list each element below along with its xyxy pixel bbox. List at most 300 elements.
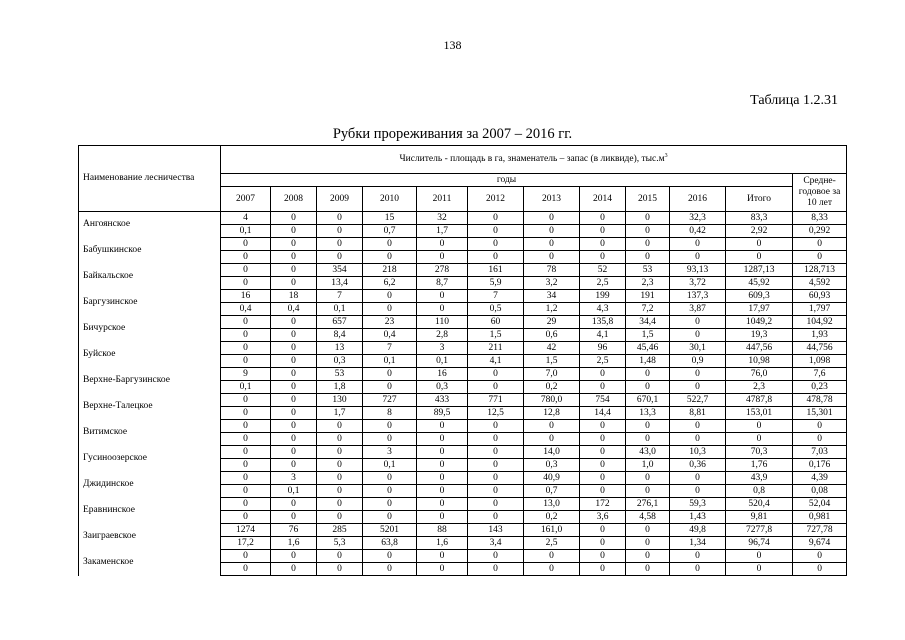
cell-volume: 0,5 (468, 303, 524, 316)
cell-volume: 0 (626, 381, 670, 394)
forestry-name: Верхне-Баргузинское (79, 368, 221, 394)
cell-volume: 0,176 (793, 459, 847, 472)
cell-volume: 0,1 (363, 355, 417, 368)
forestry-name: Байкальское (79, 264, 221, 290)
cell-area: 0 (468, 238, 524, 251)
cell-volume: 0 (363, 563, 417, 576)
cell-area: 0 (626, 420, 670, 433)
cell-area: 0 (468, 420, 524, 433)
cell-area: 7,6 (793, 368, 847, 381)
cell-volume: 3,6 (580, 511, 626, 524)
cell-volume: 1,6 (271, 537, 317, 550)
cell-area: 5201 (363, 524, 417, 537)
table-title: Рубки прореживания за 2007 – 2016 гг. (332, 126, 573, 142)
cell-area: 29 (524, 316, 580, 329)
cell-volume: 6,2 (363, 277, 417, 290)
cell-area: 0 (524, 550, 580, 563)
cell-volume: 10,98 (726, 355, 793, 368)
cell-area: 10,3 (670, 446, 726, 459)
cell-area: 3 (271, 472, 317, 485)
cell-volume: 0 (221, 459, 271, 472)
cell-volume: 0 (221, 563, 271, 576)
cell-area: 0 (221, 238, 271, 251)
cell-volume: 0 (221, 251, 271, 264)
cell-area: 0 (271, 368, 317, 381)
cell-volume: 4,592 (793, 277, 847, 290)
cell-volume: 0 (468, 459, 524, 472)
cell-volume: 0 (524, 563, 580, 576)
cell-area: 0 (670, 316, 726, 329)
cell-volume: 153,01 (726, 407, 793, 420)
cell-volume: 0 (468, 433, 524, 446)
cell-area: 45,46 (626, 342, 670, 355)
cell-area: 0 (793, 420, 847, 433)
cell-area: 0 (468, 446, 524, 459)
cell-area: 0 (271, 264, 317, 277)
cell-area: 53 (626, 264, 670, 277)
cell-area: 0 (271, 316, 317, 329)
cell-area: 0 (580, 238, 626, 251)
cell-area: 7277,8 (726, 524, 793, 537)
cell-area: 0 (221, 316, 271, 329)
cell-volume: 1,2 (524, 303, 580, 316)
cell-volume: 0 (468, 511, 524, 524)
cell-volume: 0 (271, 511, 317, 524)
cell-area: 0 (726, 550, 793, 563)
cell-volume: 2,3 (626, 277, 670, 290)
cell-volume: 0 (524, 225, 580, 238)
forestry-name: Верхне-Талецкое (79, 394, 221, 420)
cell-volume: 0 (317, 251, 363, 264)
cell-area: 43,0 (626, 446, 670, 459)
cell-area: 161,0 (524, 524, 580, 537)
cell-volume: 2,3 (726, 381, 793, 394)
cell-volume: 0 (221, 485, 271, 498)
cell-area: 59,3 (670, 498, 726, 511)
header-year-2014: 2014 (580, 187, 626, 212)
cell-volume: 2,5 (524, 537, 580, 550)
cell-volume: 17,2 (221, 537, 271, 550)
cell-volume: 0 (363, 485, 417, 498)
cell-area: 7 (317, 290, 363, 303)
cell-area: 30,1 (670, 342, 726, 355)
cell-area: 520,4 (726, 498, 793, 511)
forestry-name: Буйское (79, 342, 221, 368)
table-row (79, 316, 847, 329)
cell-area: 3 (417, 342, 468, 355)
cell-area: 0 (221, 342, 271, 355)
table-row (79, 498, 847, 511)
cell-area: 0 (221, 472, 271, 485)
cell-area: 670,1 (626, 394, 670, 407)
cell-area: 0 (626, 368, 670, 381)
cell-volume: 0 (271, 225, 317, 238)
cell-area: 60,93 (793, 290, 847, 303)
cell-area: 0 (670, 472, 726, 485)
cell-volume: 7,2 (626, 303, 670, 316)
cell-area: 0 (626, 238, 670, 251)
cell-volume: 0 (726, 433, 793, 446)
cell-area: 110 (417, 316, 468, 329)
cell-volume: 14,4 (580, 407, 626, 420)
cell-volume: 0,1 (221, 381, 271, 394)
cell-area: 354 (317, 264, 363, 277)
cell-area: 285 (317, 524, 363, 537)
cell-volume: 1,098 (793, 355, 847, 368)
cell-volume: 0 (670, 485, 726, 498)
cell-volume: 0 (468, 485, 524, 498)
cell-area: 0 (580, 420, 626, 433)
cell-area: 0 (670, 550, 726, 563)
cell-volume: 0 (670, 251, 726, 264)
cell-area: 1287,13 (726, 264, 793, 277)
header-year-2012: 2012 (468, 187, 524, 212)
cell-volume: 0 (363, 433, 417, 446)
cell-area: 8,33 (793, 212, 847, 225)
cell-area: 14,0 (524, 446, 580, 459)
cell-volume: 0,3 (417, 381, 468, 394)
cell-area: 0 (524, 238, 580, 251)
cell-volume: 0,1 (271, 485, 317, 498)
cell-area: 40,9 (524, 472, 580, 485)
cell-volume: 2,8 (417, 329, 468, 342)
table-row (79, 342, 847, 355)
cell-volume: 17,97 (726, 303, 793, 316)
cell-volume: 0,1 (317, 303, 363, 316)
cell-area: 0 (363, 420, 417, 433)
table-row (79, 290, 847, 303)
cell-volume: 0 (417, 563, 468, 576)
cell-volume: 0 (726, 563, 793, 576)
cell-volume: 1,5 (524, 355, 580, 368)
cell-area: 0 (317, 550, 363, 563)
cell-volume: 0,7 (363, 225, 417, 238)
cell-area: 4787,8 (726, 394, 793, 407)
forestry-name: Бичурское (79, 316, 221, 342)
header-year-2015: 2015 (626, 187, 670, 212)
cell-area: 0 (580, 212, 626, 225)
header-year-2007: 2007 (221, 187, 271, 212)
cell-area: 0 (221, 446, 271, 459)
cell-area: 0 (524, 420, 580, 433)
table-body (79, 212, 847, 576)
cell-area: 433 (417, 394, 468, 407)
header-avg: Средне-годовое за 10 лет (793, 174, 847, 212)
cell-area: 0 (793, 238, 847, 251)
cell-volume: 8,81 (670, 407, 726, 420)
cell-volume: 3,87 (670, 303, 726, 316)
cell-area: 13,0 (524, 498, 580, 511)
cell-area: 0 (670, 420, 726, 433)
cell-volume: 63,8 (363, 537, 417, 550)
cell-volume: 8,4 (317, 329, 363, 342)
cell-area: 0 (221, 550, 271, 563)
cell-volume: 89,5 (417, 407, 468, 420)
cell-volume: 0,2 (524, 381, 580, 394)
cell-volume: 1,797 (793, 303, 847, 316)
cell-volume: 3,72 (670, 277, 726, 290)
cell-area: 218 (363, 264, 417, 277)
cell-area: 278 (417, 264, 468, 277)
forestry-name: Витимское (79, 420, 221, 446)
cell-volume: 0 (670, 329, 726, 342)
cell-volume: 0 (726, 251, 793, 264)
cell-area: 76 (271, 524, 317, 537)
cell-volume: 0 (271, 433, 317, 446)
table-row (79, 524, 847, 537)
cell-volume: 0 (363, 303, 417, 316)
table-header (79, 146, 847, 212)
cell-area: 128,713 (793, 264, 847, 277)
cell-area: 0 (271, 342, 317, 355)
table-row (79, 446, 847, 459)
cell-volume: 4,3 (580, 303, 626, 316)
cell-area: 143 (468, 524, 524, 537)
cell-area: 18 (271, 290, 317, 303)
cell-volume: 0 (580, 459, 626, 472)
cell-volume: 0 (417, 459, 468, 472)
cell-area: 0 (626, 212, 670, 225)
cell-volume: 8 (363, 407, 417, 420)
cell-volume: 5,9 (468, 277, 524, 290)
header-legend-text: Числитель - площадь в га, знаменатель – запас (в ликвиде), тыс.м (399, 154, 665, 164)
cell-area: 0 (580, 550, 626, 563)
cell-area: 0 (468, 550, 524, 563)
cell-area: 0 (363, 238, 417, 251)
cell-area: 32 (417, 212, 468, 225)
cell-area: 0 (221, 420, 271, 433)
cell-volume: 0,1 (221, 225, 271, 238)
cell-volume: 0 (317, 511, 363, 524)
cell-volume: 0 (317, 459, 363, 472)
cell-area: 0 (363, 368, 417, 381)
cell-area: 52 (580, 264, 626, 277)
cell-area: 0 (580, 524, 626, 537)
cell-area: 172 (580, 498, 626, 511)
cell-volume: 0 (271, 381, 317, 394)
cell-volume: 0 (468, 563, 524, 576)
cell-volume: 12,8 (524, 407, 580, 420)
cell-volume: 0 (363, 381, 417, 394)
cell-volume: 0 (417, 485, 468, 498)
cell-area: 0 (271, 238, 317, 251)
cell-volume: 0,23 (793, 381, 847, 394)
cell-area: 135,8 (580, 316, 626, 329)
cell-area: 7 (468, 290, 524, 303)
cell-area: 130 (317, 394, 363, 407)
cell-volume: 0 (670, 563, 726, 576)
cell-area: 78 (524, 264, 580, 277)
cell-area: 0 (417, 550, 468, 563)
cell-volume: 0 (317, 563, 363, 576)
cell-volume: 0 (793, 563, 847, 576)
cell-area: 276,1 (626, 498, 670, 511)
cell-volume: 1,93 (793, 329, 847, 342)
cell-area: 53 (317, 368, 363, 381)
cell-volume: 0,9 (670, 355, 726, 368)
cell-volume: 0 (524, 433, 580, 446)
cell-area: 0 (417, 238, 468, 251)
header-name-col (79, 146, 221, 212)
cell-area: 0 (221, 498, 271, 511)
table-row (79, 238, 847, 251)
cell-area: 23 (363, 316, 417, 329)
forestry-name: Еравнинское (79, 498, 221, 524)
cell-volume: 0 (271, 459, 317, 472)
cell-volume: 0,981 (793, 511, 847, 524)
forestry-name: Баргузинское (79, 290, 221, 316)
cell-volume: 8,7 (417, 277, 468, 290)
cell-area: 15 (363, 212, 417, 225)
cell-area: 0 (793, 550, 847, 563)
cell-volume: 0 (363, 251, 417, 264)
cell-volume: 1,76 (726, 459, 793, 472)
cell-area: 13 (317, 342, 363, 355)
cell-volume: 1,34 (670, 537, 726, 550)
cell-area: 0 (468, 472, 524, 485)
cell-volume: 0 (670, 433, 726, 446)
cell-volume: 0 (580, 485, 626, 498)
cell-volume: 0,1 (417, 355, 468, 368)
cell-volume: 0,292 (793, 225, 847, 238)
cell-area: 93,13 (670, 264, 726, 277)
cell-area: 16 (417, 368, 468, 381)
cell-volume: 0 (417, 433, 468, 446)
cell-area: 0 (626, 472, 670, 485)
cell-area: 44,756 (793, 342, 847, 355)
cell-area: 0 (726, 420, 793, 433)
cell-area: 1274 (221, 524, 271, 537)
cell-volume: 1,5 (626, 329, 670, 342)
cell-area: 0 (417, 498, 468, 511)
forestry-name: Ангоянское (79, 212, 221, 238)
cell-area: 0 (580, 446, 626, 459)
cell-volume: 1,43 (670, 511, 726, 524)
forestry-name: Гусиноозерское (79, 446, 221, 472)
cell-volume: 4,1 (580, 329, 626, 342)
cell-volume: 5,3 (317, 537, 363, 550)
table-row (79, 212, 847, 225)
cell-area: 0 (317, 238, 363, 251)
cell-area: 0 (271, 550, 317, 563)
cell-area: 727,78 (793, 524, 847, 537)
cell-area: 0 (580, 472, 626, 485)
cell-area: 0 (417, 446, 468, 459)
table-row (79, 368, 847, 381)
header-name-text: Наименование лесничества (83, 173, 195, 183)
cell-volume: 1,5 (468, 329, 524, 342)
header-year-2009: 2009 (317, 187, 363, 212)
cell-volume: 0 (221, 355, 271, 368)
cell-area: 0 (317, 212, 363, 225)
header-year-2013: 2013 (524, 187, 580, 212)
cell-volume: 1,7 (317, 407, 363, 420)
cell-volume: 0 (317, 433, 363, 446)
cell-volume: 0 (626, 537, 670, 550)
cell-volume: 0 (670, 381, 726, 394)
cell-area: 447,56 (726, 342, 793, 355)
cell-area: 0 (417, 472, 468, 485)
cell-volume: 96,74 (726, 537, 793, 550)
cell-area: 7,0 (524, 368, 580, 381)
cell-volume: 0 (626, 433, 670, 446)
cell-volume: 0 (580, 225, 626, 238)
cell-volume: 45,92 (726, 277, 793, 290)
cell-area: 0 (363, 550, 417, 563)
cell-area: 0 (221, 394, 271, 407)
cell-area: 0 (363, 290, 417, 303)
cell-volume: 0,36 (670, 459, 726, 472)
cell-volume: 0 (221, 407, 271, 420)
cell-volume: 0 (468, 225, 524, 238)
cell-volume: 0 (580, 563, 626, 576)
cell-area: 0 (417, 290, 468, 303)
cell-volume: 0,4 (363, 329, 417, 342)
table-row (79, 264, 847, 277)
cell-area: 0 (317, 420, 363, 433)
cell-volume: 0,08 (793, 485, 847, 498)
cell-volume: 15,301 (793, 407, 847, 420)
cell-volume: 3,2 (524, 277, 580, 290)
forestry-name: Заиграевское (79, 524, 221, 550)
cell-volume: 0 (793, 433, 847, 446)
cell-area: 137,3 (670, 290, 726, 303)
cell-area: 191 (626, 290, 670, 303)
cell-volume: 0 (271, 329, 317, 342)
page-number: 138 (443, 38, 462, 52)
cell-volume: 2,5 (580, 277, 626, 290)
cell-volume: 0 (468, 381, 524, 394)
cell-volume: 0 (468, 251, 524, 264)
table-row (79, 394, 847, 407)
cell-volume: 0 (524, 251, 580, 264)
cell-volume: 4,58 (626, 511, 670, 524)
cell-volume: 0,6 (524, 329, 580, 342)
table-row (79, 420, 847, 433)
cell-area: 0 (271, 420, 317, 433)
cell-area: 609,3 (726, 290, 793, 303)
cell-volume: 0 (271, 251, 317, 264)
cell-area: 0 (524, 212, 580, 225)
cell-area: 522,7 (670, 394, 726, 407)
cell-area: 780,0 (524, 394, 580, 407)
cell-volume: 0,2 (524, 511, 580, 524)
cell-volume: 0 (271, 277, 317, 290)
cell-area: 70,3 (726, 446, 793, 459)
cell-area: 3 (363, 446, 417, 459)
cell-area: 7,03 (793, 446, 847, 459)
cell-volume: 1,48 (626, 355, 670, 368)
cell-area: 0 (468, 368, 524, 381)
cell-area: 104,92 (793, 316, 847, 329)
cell-area: 76,0 (726, 368, 793, 381)
cell-area: 49,8 (670, 524, 726, 537)
cell-area: 34 (524, 290, 580, 303)
cell-area: 0 (670, 238, 726, 251)
cell-area: 43,9 (726, 472, 793, 485)
cell-volume: 13,3 (626, 407, 670, 420)
header-year-2016: 2016 (670, 187, 726, 212)
cell-volume: 0,3 (317, 355, 363, 368)
cell-area: 478,78 (793, 394, 847, 407)
cell-volume: 1,0 (626, 459, 670, 472)
cell-area: 0 (626, 524, 670, 537)
cell-area: 657 (317, 316, 363, 329)
cell-area: 96 (580, 342, 626, 355)
cell-area: 16 (221, 290, 271, 303)
cell-area: 0 (468, 498, 524, 511)
cell-area: 42 (524, 342, 580, 355)
